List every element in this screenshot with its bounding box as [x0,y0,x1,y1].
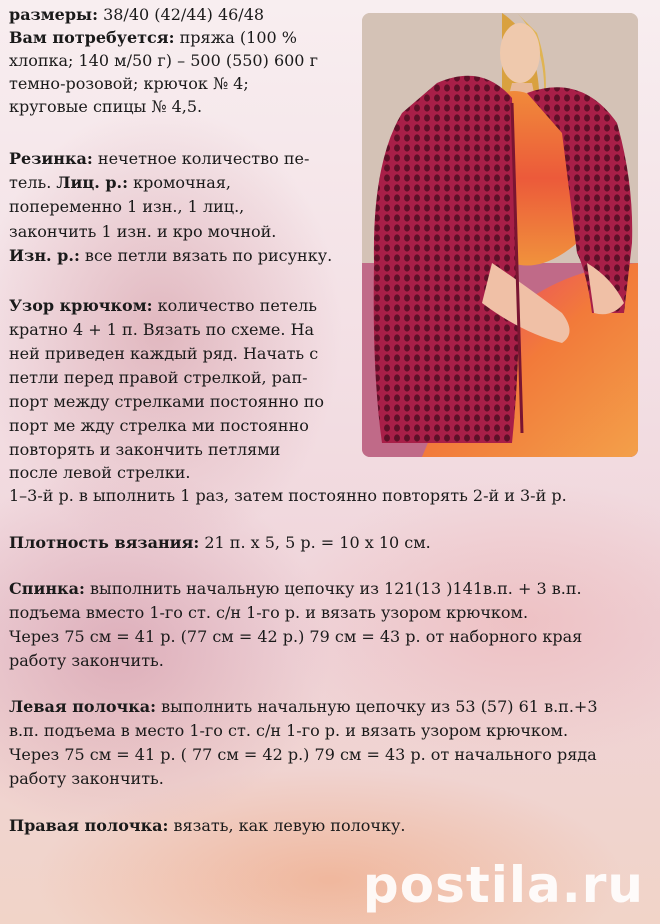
crochet-rows-line: 1–3-й р. в ыполнить 1 раз, затем постоянно повторять 2-й и 3-й р. [9,486,567,505]
materials-line-2: хлопка; 140 м/50 г) – 500 (550) 600 г [9,51,318,70]
left-front-line-3: Через 75 см = 41 р. ( 77 см = 42 р.) 79 см = 43 р. от начального ряда [9,745,597,764]
crochet-line-4: петли перед правой стрелкой, рап- [9,368,308,387]
rib-label: Резинка: [9,149,93,168]
back-line-2: подъема вместо 1-го ст. с/н 1-го р. и вязать узором крючком. [9,603,529,622]
gauge-line: Плотность вязания: 21 п. х 5, 5 р. = 10 х 10 см. [9,533,431,552]
left-front-line-2: в.п. подъема в место 1-го ст. с/н 1-го р. и вязать узором крючком. [9,721,569,740]
crochet-line-5: порт между стрелками постоянно по [9,392,325,411]
model-photo [362,13,638,457]
materials-label: Вам потребуется: [9,28,175,47]
sizes-label: размеры: [9,5,98,24]
crochet-line-1: Узор крючком: количество петель [9,296,317,315]
back-label: Спинка: [9,579,85,598]
left-front-line-1: Левая полочка: выполнить начальную цепочку из 53 (57) 61 в.п.+3 [9,697,598,716]
materials-line-1: Вам потребуется: пряжа (100 % [9,28,297,47]
left-front-line-4: работу закончить. [9,769,164,788]
back-line-1: Спинка: выполнить начальную цепочку из 121(13 )141в.п. + 3 в.п. [9,579,582,598]
purl-row-line: Изн. р.: все петли вязать по рисунку. [9,246,333,265]
sizes-line [9,4,264,27]
crochet-line-6: порт ме жду стрелка ми постоянно [9,416,309,435]
purl-row-label: Изн. р.: [9,246,80,265]
left-front-label: Левая полочка: [9,697,157,716]
rib-line-3: попеременно 1 изн., 1 лиц., [9,197,245,216]
crochet-pattern-label: Узор крючком: [9,296,153,315]
materials-line-4: круговые спицы № 4,5. [9,97,203,116]
rib-line-2: тель. Лиц. р.: кромочная, [9,173,232,192]
knit-row-label: Лиц. р.: [56,173,129,192]
gauge-label: Плотность вязания: [9,533,200,552]
postila-watermark: postila.ru [362,856,644,914]
crochet-line-7: повторять и закончить петлями [9,440,281,459]
materials-line-3: темно-розовой; крючок № 4; [9,74,249,93]
crochet-line-8: после левой стрелки. [9,463,191,482]
sizes-value: 38/40 (42/44) 46/48 [97,5,265,24]
back-line-3: Через 75 см = 41 р. (77 см = 42 р.) 79 см = 43 р. от наборного края [9,627,583,646]
crochet-line-3: ней приведен каждый ряд. Начать с [9,344,319,363]
right-front-line: Правая полочка: вязать, как левую полочку. [9,816,406,835]
woman-in-crochet-cardigan-icon [362,13,638,457]
rib-line-1: Резинка: нечетное количество пе- [9,149,310,168]
crochet-line-2: кратно 4 + 1 п. Вязать по схеме. На [9,320,315,339]
rib-line-4: закончить 1 изн. и кро мочной. [9,222,277,241]
right-front-label: Правая полочка: [9,816,169,835]
back-line-4: работу закончить. [9,651,164,670]
